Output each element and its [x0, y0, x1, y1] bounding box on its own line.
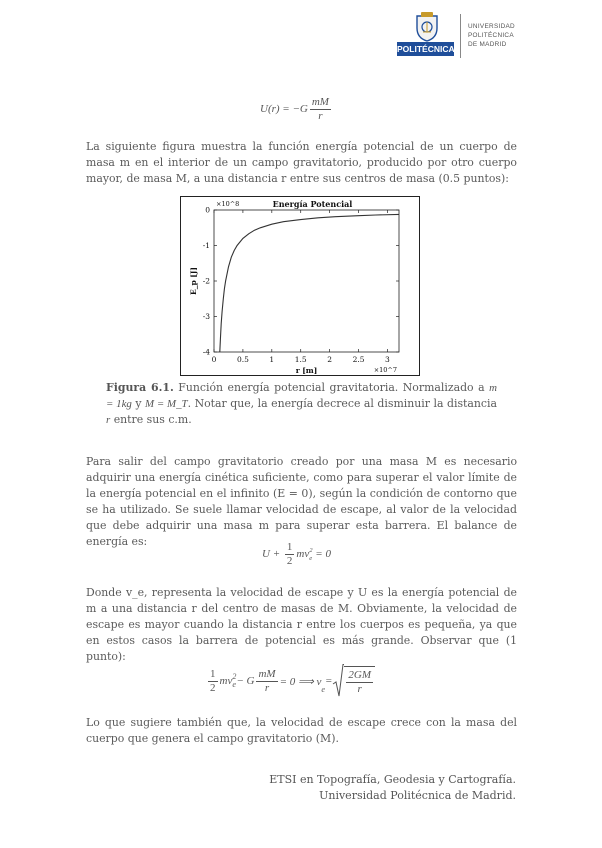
eq2-sub: e [309, 554, 313, 562]
eq2-lhs: U + [262, 548, 283, 561]
equation-escape-velocity [206, 664, 375, 698]
potential-energy-chart [180, 196, 420, 376]
y-tick-label: -1 [202, 241, 210, 250]
logo-band: POLITÉCNICA [397, 44, 455, 54]
y-tick-label: -2 [202, 276, 210, 286]
caption-text-3: entre sus c.m. [110, 413, 192, 426]
equation-energy-balance [262, 541, 331, 568]
escape-velocity-paragraph: Para salir del campo gravitatorio creado por una masa M es necesario adquirir una energía cinética suficiente, como para superar el valor límite de la energía potencial en el infinito (E = 0), según la condición de contorno que se ha utilizado. Se suele llamar velocidad de escape, al valor de la velocidad que debe adquirir una masa m para superar esta barrera. El balance de energía es: [86, 455, 517, 548]
eq3-f2-den: r [264, 681, 270, 694]
equation-potential [260, 96, 333, 123]
eq3-f1-num: 1 [210, 667, 216, 680]
y-axis-label: E_p [J] [189, 267, 198, 295]
caption-m-eq: m = 1kg [106, 382, 497, 410]
eq3-f1-den: 2 [210, 681, 216, 694]
eq3-minus-g: − G [236, 675, 255, 687]
eq1-lhs: U(r) = −G [260, 103, 308, 116]
logo-line: UNIVERSIDAD [468, 23, 515, 30]
eq1-num: mM [311, 96, 329, 108]
eq2-tail: = 0 [312, 548, 331, 561]
eq3-mv: mv [219, 675, 233, 687]
caption-M-eq: M = M_T [145, 398, 188, 410]
eq3-f2-num: mM [258, 667, 276, 680]
plot-area [214, 210, 399, 352]
eq3-ve-sub: e [321, 685, 325, 694]
x-tick-label: 1.5 [294, 355, 307, 364]
intro-paragraph: La siguiente figura muestra la función energía potencial de un cuerpo de masa m en el interior de un campo gravitatorio, producido por otro cuerpo mayor, de masa M, a una distancia r entre sus centros de masa (0.5 puntos): [86, 140, 517, 185]
conclusion-paragraph: Lo que sugiere también que, la velocidad de escape crece con la masa del cuerpo que genera el campo gravitatorio (M). [86, 716, 517, 745]
upm-crest-logo [414, 12, 440, 42]
y-scale-label: ×10^8 [216, 200, 240, 208]
x-tick-label: 0.5 [236, 355, 249, 364]
caption-text-2: . Notar que, la energía decrece al disminuir la distancia [187, 397, 497, 410]
eq2-rhs: mv [296, 548, 310, 561]
y-tick-label: 0 [205, 205, 210, 215]
eq3-f3-den: r [357, 683, 362, 695]
sqrt [332, 664, 375, 698]
logo-line: DE MADRID [468, 41, 507, 48]
eq3-f3-num: 2GM [348, 669, 371, 681]
eq2-den: 2 [286, 555, 293, 567]
x-tick-label: 1 [269, 355, 275, 364]
y-tick-label: -3 [202, 312, 210, 321]
eq2-num: 1 [286, 541, 293, 553]
eq3-eq: = [324, 675, 333, 687]
university-name [468, 22, 515, 49]
x-axis-label: r [m] [295, 366, 318, 375]
eq3-sup: 2 [232, 672, 237, 681]
footer-line-2: Universidad Politécnica de Madrid. [319, 789, 516, 802]
caption-text: Función energía potencial gravitatoria. Normalizado a [173, 381, 490, 394]
x-tick-label: 2.5 [352, 355, 365, 364]
logo-line: POLITÉCNICA [468, 32, 514, 39]
footer-line-1: ETSI en Topografía, Geodesia y Cartografía. [269, 773, 516, 786]
caption-r: r [106, 414, 111, 426]
page-footer [269, 772, 516, 804]
chart-title: Energía Potencial [272, 199, 353, 209]
eq1-den: r [318, 110, 323, 122]
x-tick-label: 0 [211, 355, 217, 364]
figure-caption [106, 380, 497, 428]
x-scale-label: ×10^7 [373, 366, 397, 374]
logo-separator [460, 14, 461, 58]
eq2-sup: 2 [309, 546, 313, 554]
explanation-paragraph: Donde v_e, representa la velocidad de escape y U es la energía potencial de m a una distancia r del centro de masas de M. Obviamente, la velocidad de escape es mayor cuando la distancia r entre los cuerpos es pequeña, ya que en estos casos la barrera de potencial es más grande. Observar que (1 punto): [86, 586, 517, 663]
eq3-implies: = 0 ⟹ v [279, 675, 322, 688]
eq3-sub: e [232, 680, 236, 689]
y-tick-label: -4 [202, 347, 210, 357]
x-tick-label: 3 [385, 355, 390, 364]
x-tick-label: 2 [327, 355, 333, 364]
caption-and: y [131, 397, 146, 410]
caption-label: Figura 6.1. [106, 381, 174, 394]
sqrt-sign-icon [332, 664, 344, 698]
